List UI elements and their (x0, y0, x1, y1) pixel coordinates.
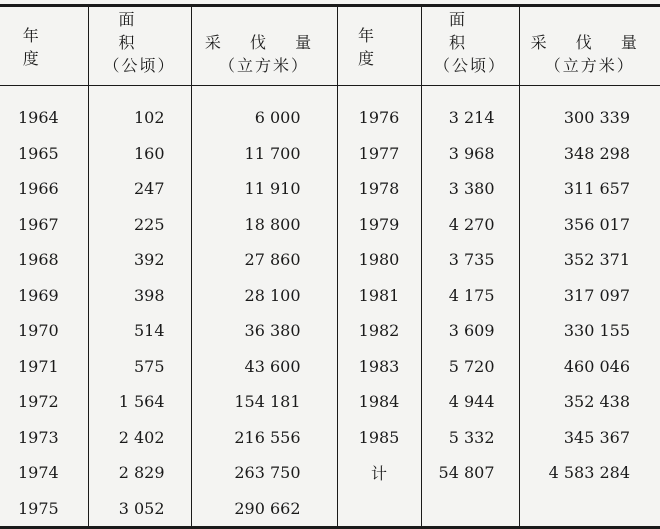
year-cell-right: 1976 (337, 86, 421, 136)
area-cell-right: 54 807 (421, 455, 519, 491)
year-cell-left: 1964 (18, 108, 59, 128)
year-cell-right: 1980 (337, 242, 421, 278)
area-cell-left: 225 (88, 207, 191, 243)
volume-cell-right: 345 367 (519, 420, 660, 456)
year-cell-right: 1981 (337, 278, 421, 314)
year-cell-left: 1973 (18, 427, 59, 447)
year-cell-right: 1983 (337, 349, 421, 385)
area-cell-right: 5 720 (421, 349, 519, 385)
volume-cell-left: 18 800 (191, 207, 337, 243)
area-cell-left: 3 052 (88, 491, 191, 528)
volume-cell-left: 28 100 (191, 278, 337, 314)
year-header-left: 年 度 (22, 26, 65, 68)
header-row (0, 6, 660, 54)
table-row (0, 86, 660, 136)
volume-cell-right (519, 491, 660, 528)
year-cell-left: 1975 (18, 498, 59, 518)
year-cell-right: 1982 (337, 313, 421, 349)
area-unit-left: （公顷） (88, 53, 191, 86)
volume-cell-left: 36 380 (191, 313, 337, 349)
year-cell-left: 1971 (18, 356, 59, 376)
year-cell-left: 1972 (18, 392, 59, 412)
area-cell-right: 3 380 (421, 171, 519, 207)
area-cell-left: 160 (88, 136, 191, 172)
area-cell-right (421, 491, 519, 528)
table-row (0, 349, 660, 385)
year-cell-right: 1985 (337, 420, 421, 456)
area-cell-left: 514 (88, 313, 191, 349)
volume-cell-right: 352 371 (519, 242, 660, 278)
table-row (0, 278, 660, 314)
year-cell-right: 1977 (337, 136, 421, 172)
volume-cell-right: 352 438 (519, 384, 660, 420)
volume-cell-right: 460 046 (519, 349, 660, 385)
volume-cell-right: 356 017 (519, 207, 660, 243)
table-row (0, 171, 660, 207)
area-cell-right: 4 944 (421, 384, 519, 420)
volume-cell-right: 330 155 (519, 313, 660, 349)
year-cell-right: 1984 (337, 384, 421, 420)
volume-cell-right: 348 298 (519, 136, 660, 172)
volume-cell-left: 11 910 (191, 171, 337, 207)
area-cell-left: 2 829 (88, 455, 191, 491)
volume-unit-right: （立方米） (519, 53, 660, 86)
table-row (0, 242, 660, 278)
year-cell-left: 1966 (18, 179, 59, 199)
year-cell-left: 1968 (18, 250, 59, 270)
year-header-right: 年 度 (337, 6, 421, 86)
volume-cell-right: 4 583 284 (519, 455, 660, 491)
year-cell-right (337, 491, 421, 528)
area-cell-right: 3 735 (421, 242, 519, 278)
area-cell-left: 102 (88, 86, 191, 136)
volume-cell-right: 300 339 (519, 86, 660, 136)
area-cell-right: 5 332 (421, 420, 519, 456)
area-cell-left: 398 (88, 278, 191, 314)
volume-cell-left: 11 700 (191, 136, 337, 172)
volume-cell-left: 6 000 (191, 86, 337, 136)
table-row (0, 420, 660, 456)
year-cell-left: 1970 (18, 321, 59, 341)
year-cell-left: 1969 (18, 285, 59, 305)
table-row (0, 313, 660, 349)
year-cell-left: 1965 (18, 143, 59, 163)
table-row (0, 455, 660, 491)
area-header-right: 面 积 (421, 6, 519, 54)
year-cell-left: 1974 (18, 463, 59, 483)
year-cell-right: 1978 (337, 171, 421, 207)
volume-cell-left: 216 556 (191, 420, 337, 456)
area-cell-right: 3 214 (421, 86, 519, 136)
volume-cell-left: 43 600 (191, 349, 337, 385)
volume-cell-right: 317 097 (519, 278, 660, 314)
area-unit-right: （公顷） (421, 53, 519, 86)
table-body (0, 86, 660, 528)
volume-cell-left: 27 860 (191, 242, 337, 278)
volume-header-left: 采 伐 量 (191, 6, 337, 54)
table-row (0, 384, 660, 420)
logging-data-table (0, 4, 660, 529)
volume-unit-left: （立方米） (191, 53, 337, 86)
year-cell-right: 计 (337, 455, 421, 491)
table-row (0, 491, 660, 528)
volume-header-right: 采 伐 量 (519, 6, 660, 54)
volume-cell-right: 311 657 (519, 171, 660, 207)
area-cell-left: 2 402 (88, 420, 191, 456)
volume-cell-left: 290 662 (191, 491, 337, 528)
area-cell-right: 4 270 (421, 207, 519, 243)
table-row (0, 207, 660, 243)
area-cell-left: 575 (88, 349, 191, 385)
area-header-left: 面 积 (88, 6, 191, 54)
area-cell-right: 3 609 (421, 313, 519, 349)
year-cell-left: 1967 (18, 214, 59, 234)
area-cell-right: 4 175 (421, 278, 519, 314)
area-cell-left: 1 564 (88, 384, 191, 420)
area-cell-left: 392 (88, 242, 191, 278)
area-cell-left: 247 (88, 171, 191, 207)
unit-row (0, 53, 660, 86)
volume-cell-left: 154 181 (191, 384, 337, 420)
area-cell-right: 3 968 (421, 136, 519, 172)
year-cell-right: 1979 (337, 207, 421, 243)
table-row (0, 136, 660, 172)
volume-cell-left: 263 750 (191, 455, 337, 491)
